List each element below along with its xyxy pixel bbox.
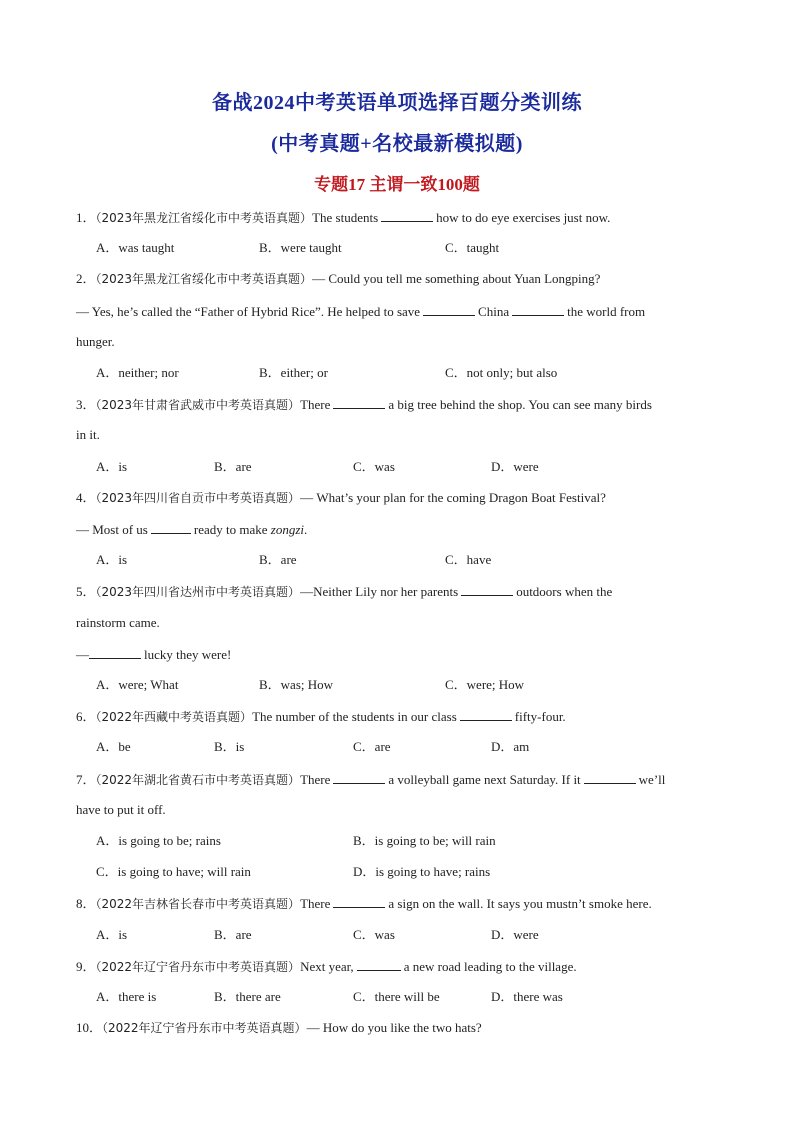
document-title-line2: (中考真题+名校最新模拟题) — [271, 133, 523, 155]
answer-blank — [461, 583, 513, 596]
option-c: C．was — [353, 459, 395, 474]
answer-blank — [423, 303, 475, 316]
question-3-stem — [76, 396, 652, 413]
answer-blank — [460, 708, 512, 721]
option-a: A．there is — [96, 989, 157, 1004]
option-b: B．were taught — [259, 240, 342, 255]
question-3-line2: in it. — [76, 427, 100, 442]
answer-blank — [584, 771, 636, 784]
question-5-stem — [76, 583, 612, 600]
answer-blank — [89, 646, 141, 659]
question-number: 2． — [76, 271, 96, 286]
question-number: 1． — [76, 210, 96, 225]
answer-blank — [333, 396, 385, 409]
answer-blank — [381, 209, 433, 222]
option-b: B．there are — [214, 989, 281, 1004]
question-text: — Could you tell me something about Yuan Longping? — [312, 271, 601, 286]
document-title: 备战2024中考英语单项选择百题分类训练 — [212, 92, 582, 114]
option-b: B．is going to be; will rain — [353, 833, 496, 848]
question-source: （2023年四川省自贡市中考英语真题） — [95, 491, 301, 505]
question-number: 9． — [76, 959, 96, 974]
question-text: There — [300, 772, 331, 787]
question-text: outdoors when the — [516, 584, 613, 599]
option-d: D．is going to have; rains — [353, 864, 491, 879]
question-source: （2023年甘肃省武威市中考英语真题） — [95, 398, 301, 412]
question-text: — Most of us — [76, 522, 148, 537]
question-number: 5． — [76, 584, 96, 599]
question-text: — What’s your plan for the coming Dragon Boat Festival? — [300, 490, 606, 505]
question-source: （2023年黑龙江省绥化市中考英语真题） — [95, 272, 313, 286]
option-a: A．be — [96, 739, 131, 754]
option-b: B．are — [259, 552, 297, 567]
question-10-stem — [76, 1020, 482, 1036]
option-d: D．were — [491, 927, 539, 942]
question-source: （2022年湖北省黄石市中考英语真题） — [95, 773, 301, 787]
question-text: — How do you like the two hats? — [306, 1020, 482, 1035]
question-text: ready to make — [193, 522, 268, 537]
question-number: 7． — [76, 772, 96, 787]
question-text: a new road leading to the village. — [403, 959, 577, 974]
option-d: D．there was — [491, 989, 563, 1004]
option-c: C．were; How — [445, 677, 525, 692]
topic-subtitle: 专题17 主谓一致100题 — [314, 175, 480, 194]
answer-blank — [151, 521, 191, 534]
question-text: There — [300, 397, 331, 412]
question-5-line3 — [76, 646, 231, 663]
answer-blank — [333, 895, 385, 908]
question-2-stem — [76, 271, 600, 287]
option-d: D．were — [491, 459, 539, 474]
option-d: D．am — [491, 739, 530, 754]
question-text: how to do eye exercises just now. — [436, 210, 611, 225]
question-text: a sign on the wall. It says you mustn’t smoke here. — [388, 896, 652, 911]
option-c: C．have — [445, 552, 492, 567]
question-text: the world from — [567, 304, 646, 319]
question-4-stem — [76, 490, 606, 506]
question-text: The number of the students in our class — [252, 709, 457, 724]
question-text: — Yes, he’s called the “Father of Hybrid Rice”. He helped to save — [76, 304, 421, 319]
question-7-line2: have to put it off. — [76, 802, 166, 817]
option-a: A．is — [96, 927, 128, 942]
question-number: 4． — [76, 490, 96, 505]
question-source: （2023年黑龙江省绥化市中考英语真题） — [95, 211, 313, 225]
question-text: —Neither Lily nor her parents — [300, 584, 459, 599]
option-a: A．were; What — [96, 677, 179, 692]
question-number: 10． — [76, 1020, 103, 1035]
answer-blank — [512, 303, 564, 316]
question-text: . — [304, 522, 308, 537]
question-source: （2022年西藏中考英语真题） — [95, 710, 253, 724]
question-source: （2022年吉林省长春市中考英语真题） — [95, 897, 301, 911]
option-a: A．is — [96, 459, 128, 474]
question-7-stem — [76, 771, 665, 788]
question-text: a big tree behind the shop. You can see many birds — [388, 397, 652, 412]
answer-blank — [357, 958, 401, 971]
option-c: C．not only; but also — [445, 365, 558, 380]
question-text: Next year, — [300, 959, 354, 974]
question-text: lucky they were! — [144, 647, 232, 662]
option-c: C．taught — [445, 240, 500, 255]
question-text: fifty-four. — [514, 709, 566, 724]
option-c: C．there will be — [353, 989, 440, 1004]
question-4-line2 — [76, 521, 307, 538]
option-b: B．is — [214, 739, 245, 754]
option-b: B．are — [214, 459, 252, 474]
question-number: 3． — [76, 397, 96, 412]
question-1-stem — [76, 209, 610, 226]
italic-word: zongzi — [270, 522, 304, 537]
question-source: （2023年四川省达州市中考英语真题） — [95, 585, 301, 599]
question-text: There — [300, 896, 331, 911]
question-source: （2022年辽宁省丹东市中考英语真题） — [102, 1021, 307, 1035]
question-text: we’ll — [638, 772, 666, 787]
question-text: — — [76, 647, 89, 662]
question-source: （2022年辽宁省丹东市中考英语真题） — [95, 960, 301, 974]
option-c: C．are — [353, 739, 391, 754]
option-b: B．either; or — [259, 365, 328, 380]
option-a: A．neither; nor — [96, 365, 179, 380]
question-number: 8． — [76, 896, 96, 911]
option-b: B．are — [214, 927, 252, 942]
question-number: 6． — [76, 709, 96, 724]
answer-blank — [333, 771, 385, 784]
option-c: C．is going to have; will rain — [96, 864, 251, 879]
question-9-stem — [76, 958, 577, 975]
question-5-line2: rainstorm came. — [76, 615, 160, 630]
question-6-stem — [76, 708, 566, 725]
option-b: B．was; How — [259, 677, 334, 692]
question-text: China — [478, 304, 510, 319]
option-c: C．was — [353, 927, 395, 942]
question-text: The students — [312, 210, 379, 225]
question-8-stem — [76, 895, 652, 912]
question-text: a volleyball game next Saturday. If it — [388, 772, 581, 787]
question-2-line3: hunger. — [76, 334, 115, 349]
option-a: A．is — [96, 552, 128, 567]
option-a: A．was taught — [96, 240, 175, 255]
option-a: A．is going to be; rains — [96, 833, 221, 848]
question-2-line2 — [76, 303, 645, 320]
